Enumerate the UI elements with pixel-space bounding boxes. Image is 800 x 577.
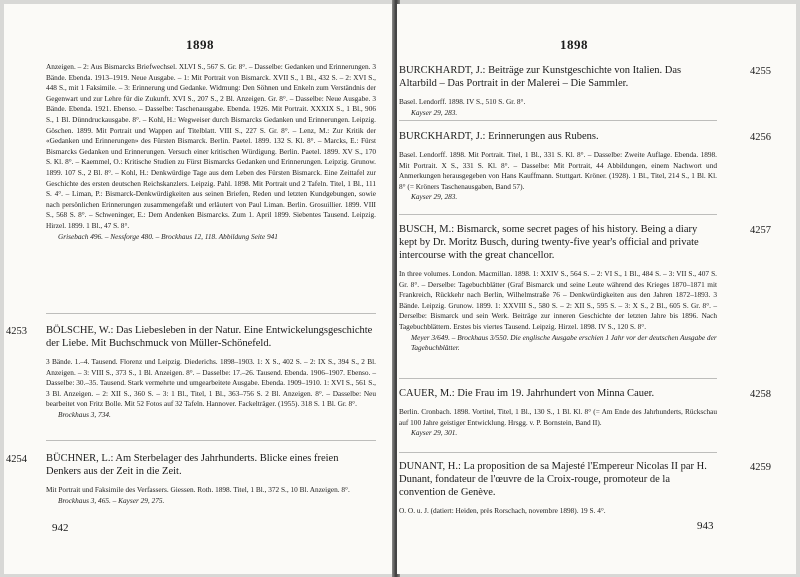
entry-title: CAUER, M.: Die Frau im 19. Jahrhundert von Minna Cauer. [399,388,655,399]
continuation-note: Grisebach 496. – Nessforge 480. – Brockhaus 12, 118. Abbildung Seite 941 [58,231,278,241]
divider [46,440,376,441]
entry-body: Berlin. Cronbach. 1898. Vortitel, Titel, 1 Bl., 130 S., 1 Bl. Kl. 8° (= Am Ende des Jahrhunderts, Rückschau auf 100 Jahre geistiger Entwicklung. Hrsgg. v. P. Bornstein, Band II). [399,407,717,427]
entry-4256 [399,130,717,203]
entry-note: Brockhaus 3, 465. – Kayser 29, 275. [58,495,165,505]
entry-body: In three volumes. London. Macmillan. 1898. 1: XXIV S., 564 S. – 2: VI S., 1 Bl., 484 S. – 3: VII S., 407 S. Gr. 8°. – Derselbe: Tagebuchblätter (Graf Bismarck und seine Leute während des Krieges 1870–1871 mit Frankreich, Rückkehr nach Berlin, Wilhelmstraße 76 – Denkwürdigkeiten aus den Jahren 1872–1893. 3 Bände. Leipzig. Grunow. 1899. 1: XXVIII S., 580 S. – 2: XII S., 595 S. – 3: X S., 2 Bl., 605 S. Gr. 8°. – Derselbe: Bismarck und sein Werk. Beiträge zur inneren Geschichte der letzten Jahre bis 1896. Nach Tagebuchblättern. Erstes bis viertes Tausend. Leipzig. Hirzel. 1898. IV S., 120 S. 8°. [399,269,717,331]
continuation-block [46,62,376,242]
entry-number: 4257 [750,225,771,236]
entry-body: Basel. Lendorff. 1898. Mit Portrait. Titel, 1 Bl., 331 S. Kl. 8°. – Dasselbe: Zweite Auflage. Ebenda. 1898. Mit Portrait. X S., 331 S. Kl. 8°. – Dasselbe: Mit Portrait, 44 Abbildungen, einem Nachwort und Anmerkungen herausgegeben von Hans Kauffmann. Stuttgart. Kröner. (1928). 1 Bl., Titel, 214 S., 1 Bl. Kl. 8° (= Kröners Taschenausgaben, Band 57). [399,150,717,191]
entry-number: 4255 [750,66,771,77]
divider [399,452,717,453]
right-page [397,4,796,574]
entry-number: 4258 [750,389,771,400]
entry-title: BÜCHNER, L.: Am Sterbelager des Jahrhunderts. Blicke eines freien Denkers aus der Zeit in die Zeit. [46,453,339,477]
entry-4254 [46,452,376,506]
entry-note: Brockhaus 3, 734. [58,409,111,419]
entry-title: BURCKHARDT, J.: Erinnerungen aus Rubens. [399,131,599,142]
divider [399,120,717,121]
entry-title: DUNANT, H.: La proposition de sa Majesté l'Empereur Nicolas II par H. Dunant, fondateur de l'œuvre de la Croix-rouge, promoteur de la convention de Genève. [399,461,707,498]
entry-note: Kayser 29, 301. [411,428,458,438]
entry-number: 4254 [6,454,27,465]
entry-body: O. O. u. J. (datiert: Heiden, près Rorschach, novembre 1898). 19 S. 4°. [399,506,606,515]
entry-body: Basel. Lendorff. 1898. IV S., 510 S. Gr. 8°. [399,97,526,106]
page-header-year: 1898 [186,37,214,52]
entry-4259 [399,460,717,517]
entry-4253 [46,324,376,421]
continuation-text: Anzeigen. – 2: Aus Bismarcks Briefwechsel. XLVI S., 567 S. Gr. 8°. – Dasselbe: Gedanken und Erinnerungen. 3 Bände. Ebenda. 1913–1919. Neue Ausgabe. – 1: Mit Portrait von Bismarck. XVII S., 1 Bl., 432 S. – 2: XVI S., 448 S., mit 1 Faksimile. – 3: Erinnerung und Gedanke. Widmung: Den Söhnen und Enkeln zum Verständnis der Gegenwart und zur Lehre für die Zukunft. XVI S., 207 S., 2 Bl. Anzeigen. Gr. 8°. – Dasselbe: Neue Ausgabe. 3 Bände. Ebenda. 1921. Ebenso. – Dasselbe: Taschenausgabe. Ebenda. 1926. Mit Portrait. XXXIX S., 1 Bl., 906 S., 1 Bl. Dünndruckausgabe. 8°. – Kohl, H.: Wegweiser durch Bismarcks Gedanken und Erinnerungen. Leipzig. Göschen. 1899. Mit Portrait und Wappen auf Titelblatt. VIII S., 227 S. Gr. 8°. – Lenz, M.: Zur Kritik der «Gedanken und Erinnerungen» des Fürsten Bismarck. Berlin. Paetel. 1899. 132 S. Kl. 8°. – Marcks, E.: Fürst Bismarcks Gedanken und Erinnerungen. Versuch einer kritischen Würdigung. Berlin. Paetel. 1899. XV S., 170 S. Kl. 8°. – Kaemmel, O.: Kritische Studien zu Fürst Bismarcks Gedanken und Erinnerungen. Leipzig. Grunow. 1899. 107 S., 2 Bl. 8°. – Kohl, H.: Denkwürdige Tage aus dem Leben des Fürsten Bismarck. Eine Zeittafel zur Geschichte des ersten deutschen Reichskanzlers. Leipzig. Pahl. 1898. Mit Portrait und 2 Tafeln. Titel, 1 Bl., 111 S. 4°. – Liman, P.: Bismarck-Denkwürdigkeiten aus seinen Briefen, Reden und letzten Kundgebungen, sowie nach persönlichen Erinnerungen zusammengefaßt und erläutert von Paul Liman. Berlin. Grosuillier. 1899. VIII S., 568 S. 8°. – Schweninger, E.: Dem Andenken Bismarcks. Zum 1. April 1899. Siebentes Tausend. Leipzig. Hirzel. 1899. 1 Bl., 47 S. 8°. [46,62,376,230]
entry-title: BÖLSCHE, W.: Das Liebesleben in der Natur. Eine Entwickelungsgeschichte der Liebe. Mit Buchschmuck von Müller-Schönefeld. [46,325,373,349]
page-number: 943 [697,520,714,532]
divider [399,214,717,215]
entry-4255 [399,64,717,118]
page-header-year: 1898 [560,37,588,52]
left-page [4,4,394,574]
page-number: 942 [52,522,69,534]
entry-body: Mit Portrait und Faksimile des Verfassers. Giessen. Roth. 1898. Titel, 1 Bl., 372 S., 10 Bl. Anzeigen. 8°. [46,485,350,494]
entry-number: 4253 [6,326,27,337]
entry-number: 4256 [750,132,771,143]
entry-title: BUSCH, M.: Bismarck, some secret pages of his history. Being a diary kept by Dr. Moritz Busch, during twenty-five year's official and private intercourse with the great chancellor. [399,224,699,261]
entry-4258 [399,387,717,439]
entry-note: Kayser 29, 283. [411,107,458,117]
entry-title: BURCKHARDT, J.: Beiträge zur Kunstgeschichte von Italien. Das Altarbild – Das Portrait in der Malerei – Die Sammler. [399,65,682,89]
entry-body: 3 Bände. 1.–4. Tausend. Florenz und Leipzig. Diederichs. 1898–1903. 1: X S., 402 S. – 2: IX S., 394 S., 2 Bl. Anzeigen. – 3: VIII S., 373 S., 1 Bl. Anzeigen. 8°. – Dasselbe: 17.–26. Tausend. Ebenda. 1906–1907. Ebenso. – Dasselbe: 30.–35. Tausend. Stark vermehrte und umgearbeitete Ausgabe. Ebenda. 1909–1910. 1: XVI S., 561 S., 3 Bl. Anzeigen. – 2: XII S., 360 S. – 3: 1 Bl., Titel, 1 Bl., 363–756 S. 2 Bl. Anzeigen. 8°. – Dasselbe: Neu bearbeitet von Fritz Bolle. Mit 52 Fotos auf 32 Tafeln. Hannover. Fackelträger. (1955). 318 S. 1 Bl. Gr. 8°. [46,357,376,409]
entry-note: Kayser 29, 283. [411,192,458,202]
divider [399,378,717,379]
divider [46,313,376,314]
entry-note: Meyer 3/649. – Brockhaus 3/550. Die englische Ausgabe erschien 1 Jahr vor der deutschen Ausgabe der Tagebuchblätter. [411,332,717,353]
entry-4257 [399,223,717,354]
entry-number: 4259 [750,462,771,473]
